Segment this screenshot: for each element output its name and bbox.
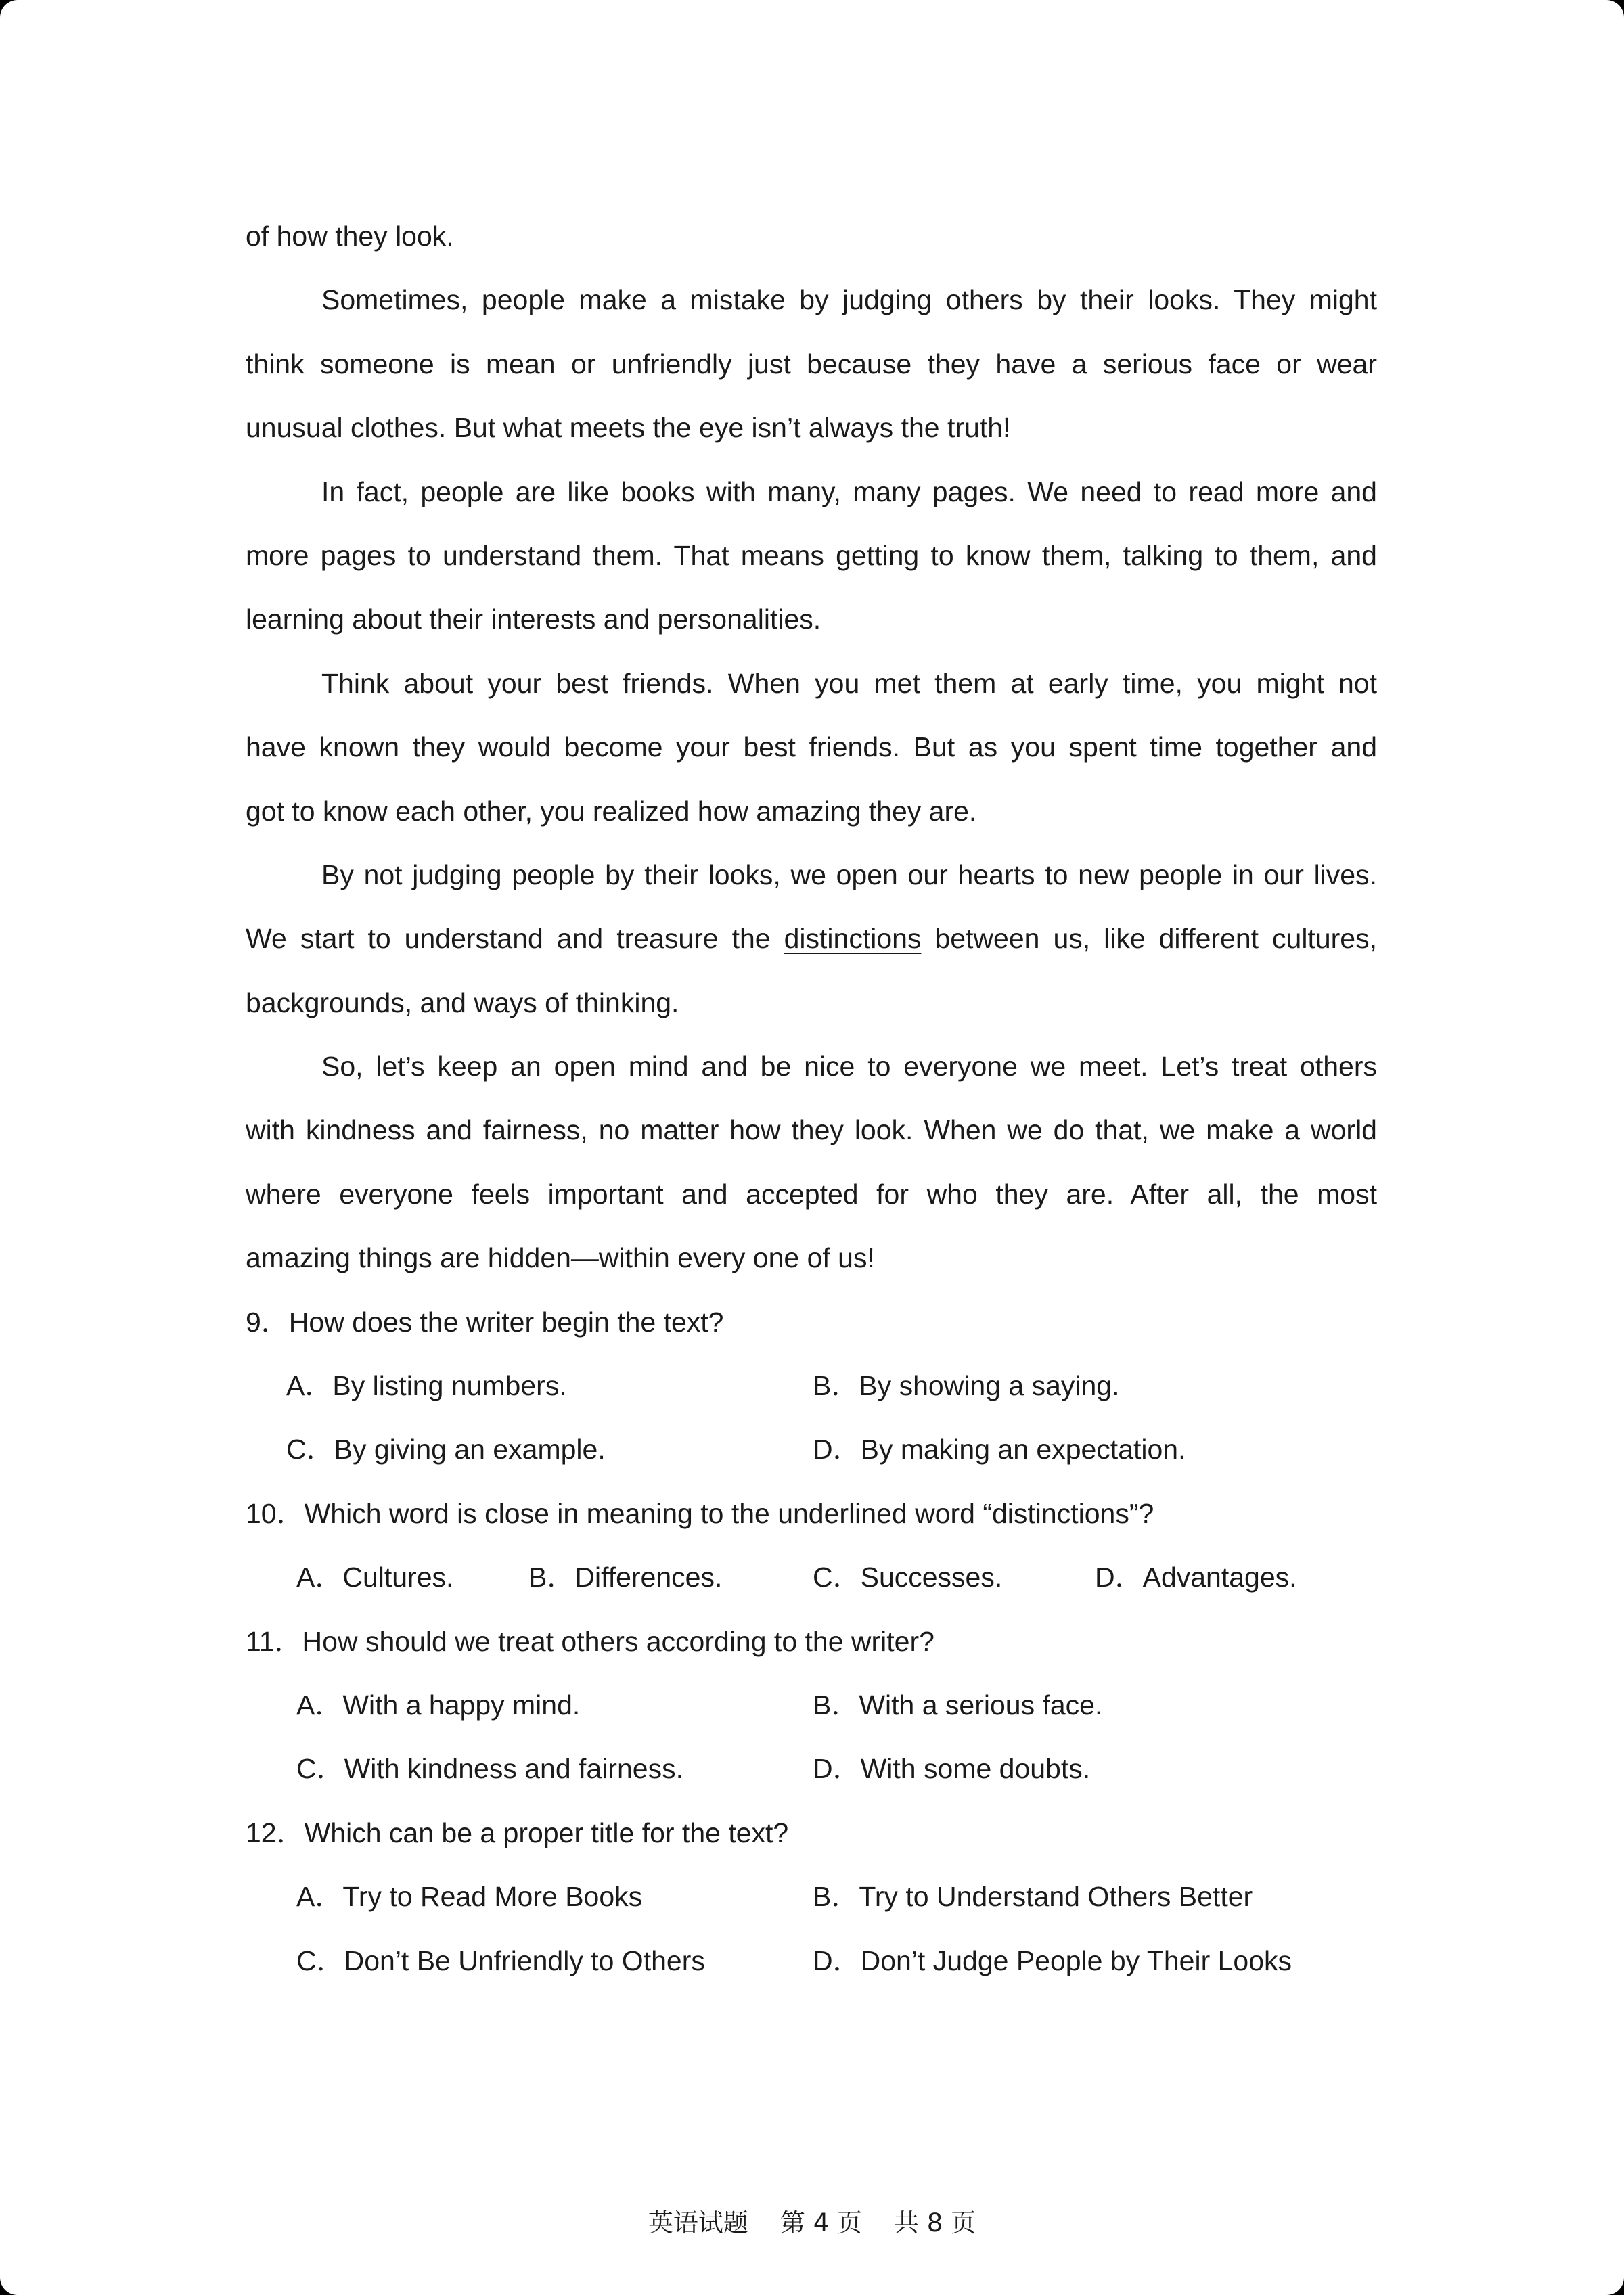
option-row	[246, 1737, 1377, 1800]
question-10	[246, 1482, 1377, 1610]
passage-line: unusual clothes. But what meets the eye isn’t always the truth!	[246, 412, 1011, 444]
passage-line: amazing things are hidden—within every one of us!	[246, 1242, 875, 1274]
option-b[interactable]: B．By showing a saying.	[813, 1370, 1120, 1402]
option-d[interactable]: D．By making an expectation.	[813, 1434, 1186, 1465]
option-d[interactable]: D．With some doubts.	[813, 1753, 1091, 1785]
line-text: We start to understand and treasure the	[246, 923, 771, 955]
question-stem: 9．How does the writer begin the text?	[246, 1306, 724, 1338]
question-9	[246, 1290, 1377, 1482]
option-a[interactable]: A．Cultures.	[296, 1562, 454, 1593]
passage-line: So, let’s keep an open mind and be nice to everyone we meet. Let’s treat others	[321, 1051, 1377, 1083]
question-12	[246, 1801, 1377, 1993]
option-row	[246, 1673, 1377, 1737]
option-row	[246, 1545, 1377, 1609]
passage-line: with kindness and fairness, no matter how they look. When we do that, we make a world	[246, 1114, 1377, 1146]
passage-line: Think about your best friends. When you met them at early time, you might not	[321, 667, 1377, 699]
option-b[interactable]: B．Differences.	[528, 1562, 723, 1593]
question-stem: 12．Which can be a proper title for the text?	[246, 1817, 789, 1848]
option-row	[246, 1865, 1377, 1928]
option-a[interactable]: A．Try to Read More Books	[296, 1881, 643, 1913]
passage-line: got to know each other, you realized how amazing they are.	[246, 795, 977, 827]
passage-paragraph	[246, 652, 1377, 843]
option-d[interactable]: D．Don’t Judge People by Their Looks	[813, 1945, 1292, 1976]
passage-line: In fact, people are like books with many, many pages. We need to read more and	[321, 476, 1377, 507]
passage-line: where everyone feels important and accepted for who they are. After all, the most	[246, 1178, 1377, 1210]
passage-paragraph	[246, 843, 1377, 1035]
question-stem: 11．How should we treat others according to the writer?	[246, 1625, 934, 1657]
option-c[interactable]: C．Successes.	[813, 1562, 1003, 1593]
option-c[interactable]: C．Don’t Be Unfriendly to Others	[296, 1945, 705, 1976]
option-d[interactable]: D．Advantages.	[1095, 1562, 1297, 1593]
passage-line	[246, 907, 1377, 970]
option-c[interactable]: C．By giving an example.	[286, 1434, 606, 1465]
option-row	[246, 1417, 1377, 1481]
passage-paragraph	[246, 460, 1377, 652]
passage-line: more pages to understand them. That means getting to know them, talking to them, and	[246, 539, 1377, 571]
option-c[interactable]: C．With kindness and fairness.	[296, 1753, 683, 1785]
question-stem: 10．Which word is close in meaning to the underlined word “distinctions”?	[246, 1497, 1154, 1529]
option-a[interactable]: A．With a happy mind.	[296, 1689, 581, 1721]
passage-line: of how they look.	[246, 221, 454, 252]
passage-line: backgrounds, and ways of thinking.	[246, 986, 679, 1018]
passage-line: learning about their interests and personalities.	[246, 604, 821, 635]
passage-line: have known they would become your best friends. But as you spent time together and	[246, 731, 1377, 763]
underlined-word: distinctions	[784, 923, 922, 955]
passage-line: Sometimes, people make a mistake by judging others by their looks. They might	[321, 284, 1377, 316]
option-a[interactable]: A．By listing numbers.	[286, 1370, 567, 1402]
passage-paragraph	[246, 1035, 1377, 1290]
passage-paragraph	[246, 268, 1377, 459]
option-row	[246, 1929, 1377, 1993]
option-row	[246, 1354, 1377, 1417]
option-b[interactable]: B．Try to Understand Others Better	[813, 1881, 1253, 1913]
passage-line: By not judging people by their looks, we open our hearts to new people in our lives.	[321, 859, 1377, 890]
question-11	[246, 1610, 1377, 1801]
reading-passage	[246, 204, 1377, 1290]
option-b[interactable]: B．With a serious face.	[813, 1689, 1103, 1721]
page-content	[246, 204, 1377, 1993]
line-text: between us, like different cultures,	[934, 923, 1377, 955]
page-footer: 英语试题 第 4 页 共 8 页	[648, 2208, 976, 2237]
passage-line: think someone is mean or unfriendly just because they have a serious face or wear	[246, 348, 1377, 380]
